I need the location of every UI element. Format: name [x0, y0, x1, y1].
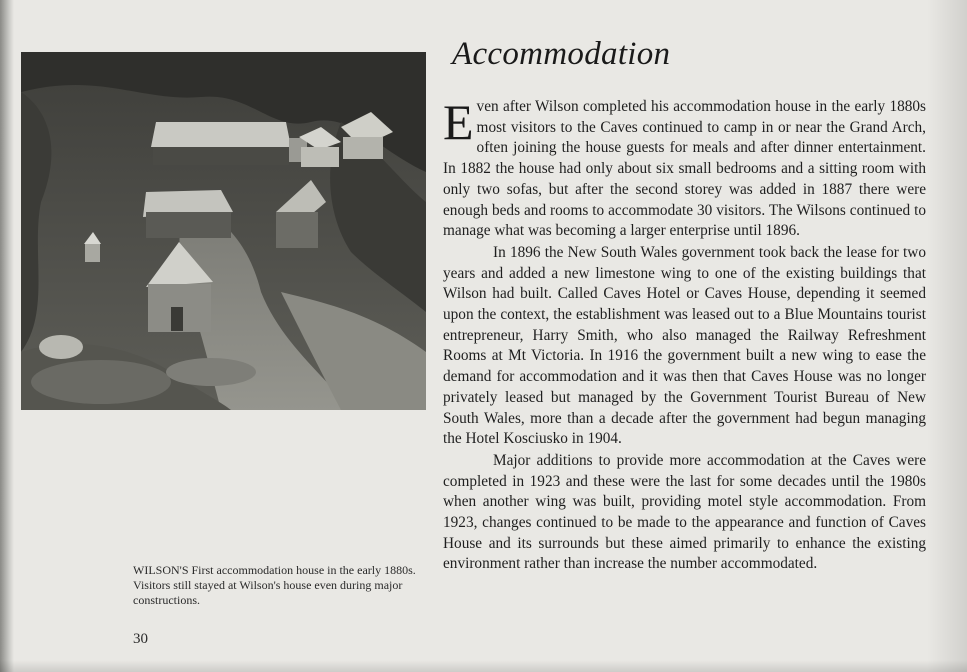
book-spine: [0, 0, 14, 672]
article-body: [443, 94, 926, 575]
paragraph-3: Major additions to provide more accommodation at the Caves were completed in 1923 and these were the last for some decades until the 1980s when another wing was built, providing motel style accommodation. From 1923, changes continued to be made to the appearance and function of Caves House and its surrounds but these aimed primarily to enhance the existing environment rather than increase the number accommodated.: [443, 451, 926, 573]
paragraph-1-text: ven after Wilson completed his accommodation house in the early 1880s most visitors to the Caves continued to camp in or near the Grand Arch, often joining the house guests for meals and after dinner entertainment. In 1882 the house had only about six small bedrooms and a sitting room with only two sofas, but after the second storey was added in 1887 there were enough beds and rooms to accommodate 30 visitors. The Wilsons continued to manage what was becoming a larger enterprise until 1896.: [443, 98, 926, 240]
page-bottom-shadow: [0, 660, 967, 672]
historic-photograph: [21, 52, 426, 410]
page-edge-shadow: [927, 0, 967, 672]
paragraph-2: In 1896 the New South Wales government took back the lease for two years and added a new limestone wing to one of the existing buildings that Wilson had built. Called Caves Hotel or Caves House, depending it seemed upon the context, the establishment was leased out to a Blue Mountains tourist entrepreneur, Harry Smith, who also managed the Railway Refreshment Rooms at Mt Victoria. In 1916 the government built a new wing to ease the demand for accommodation and it was then that Caves House was no longer privately leased but managed by the Government Tourist Bureau of New South Wales, more than a decade after the government had begun managing the Hotel Kosciusko in 1904.: [443, 243, 926, 448]
photo-caption: WILSON'S First accommodation house in the early 1880s. Visitors still stayed at Wilson's house even during major constructions.: [133, 563, 416, 607]
page-number: 30: [133, 631, 148, 647]
paragraph-1: [443, 94, 926, 242]
page-title: Accommodation: [452, 36, 671, 72]
photograph-illustration: [21, 52, 426, 410]
drop-cap: E: [443, 94, 474, 150]
